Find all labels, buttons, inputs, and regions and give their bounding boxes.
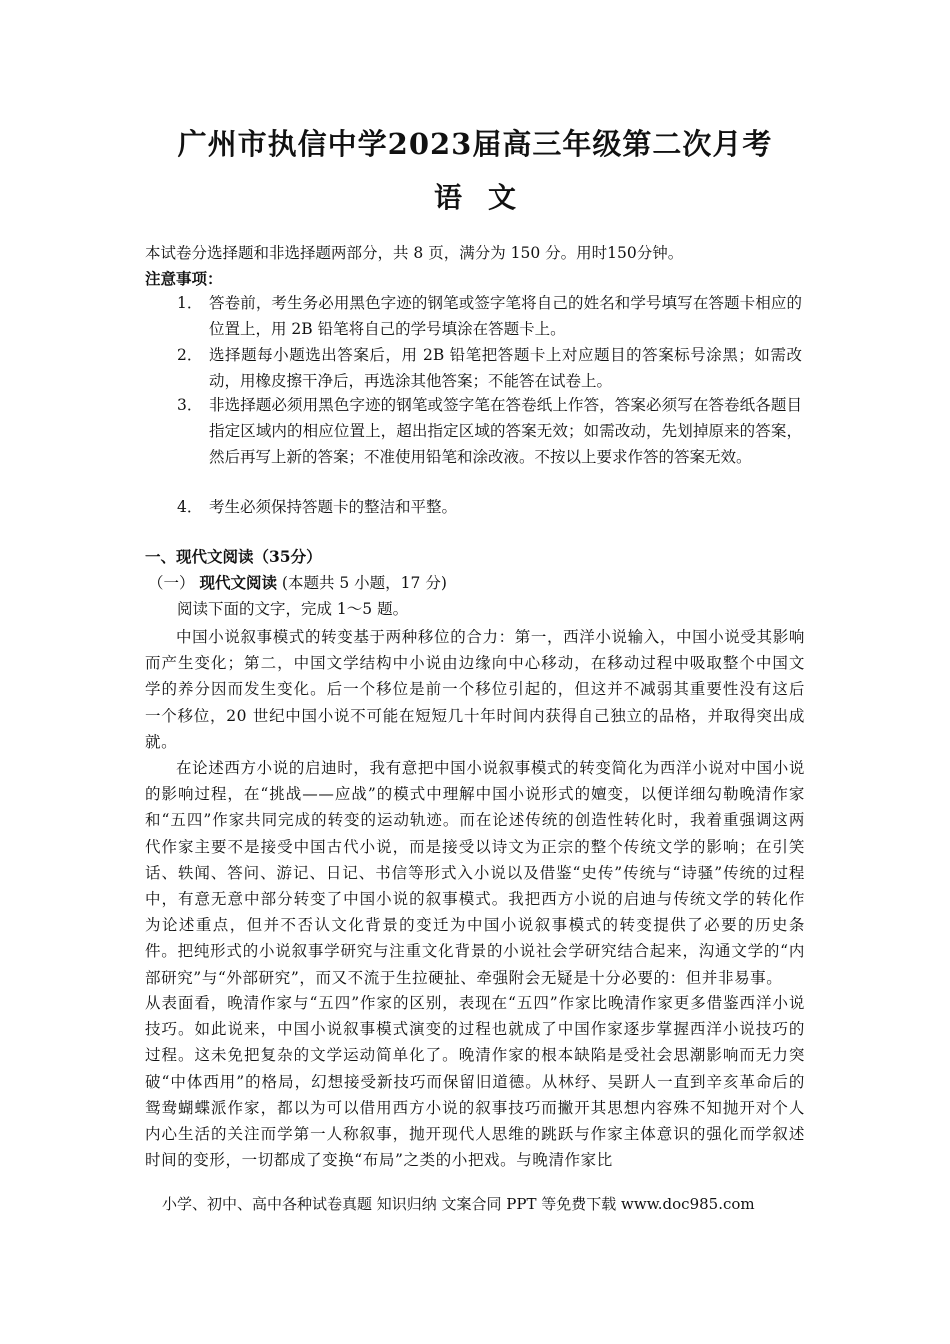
notice-item (177, 290, 802, 342)
notice-item-number: 4． (177, 498, 203, 516)
page-footer: 小学、初中、高中各种试卷真题 知识归纳 文案合同 PPT 等免费下载 www.doc985.com (162, 1195, 755, 1213)
notice-item-text: 考生必须保持答题卡的整洁和平整。 (209, 498, 458, 516)
subsection-note: (本题共 5 小题，17 分) (281, 574, 447, 592)
notice-item (177, 392, 802, 470)
exam-intro: 本试卷分选择题和非选择题两部分，共 8 页，满分为 150 分。用时150分钟。 (145, 244, 684, 262)
subsection-heading (148, 574, 447, 592)
section-heading: 一、现代文阅读（35分） (145, 547, 322, 566)
subject-title: 语文 (433, 181, 542, 214)
notice-item (177, 494, 802, 520)
notice-item-number: 2． (177, 346, 203, 364)
notice-heading: 注意事项： (145, 269, 223, 288)
exam-title: 广州市执信中学2023届高三年级第二次月考 (177, 127, 773, 161)
article-paragraph-2: 在论述西方小说的启迪时，我有意把中国小说叙事模式的转变简化为西洋小说对中国小说的影响过程，在“挑战——应战”的模式中理解中国小说形式的嬗变，以便详细勾勒晚清作家和“五四”作家共同完成的转变的运动轨迹。而在论述传统的创造性转化时，我着重强调这两代作家主要不是接受中国古代小说，而是接受以诗文为正宗的整个传统文学的影响；在引笑话、轶闻、答问、游记、日记、书信等形式入小说以及借鉴“史传”传统与“诗骚”传统的过程中，有意无意中部分转变了中国小说的叙事模式。我把西方小说的启迪与传统文学的转化作为论述重点，但并不否认文化背景的变迁为中国小说叙事模式的转变提供了必要的历史条件。把纯形式的小说叙事学研究与注重文化背景的小说社会学研究结合起来，沟通文学的“内部研究”与“外部研究”，而又不流于生拉硬扯、牵强附会无疑是十分必要的：但并非易事。 (145, 759, 805, 987)
subsection-prefix: （一） (148, 574, 195, 592)
reading-instruction: 阅读下面的文字，完成 1～5 题。 (177, 600, 409, 618)
notice-item-text: 答卷前，考生务必用黑色字迹的钢笔或签字笔将自己的姓名和学号填写在答题卡相应的位置上，用 2B 铅笔将自己的学号填涂在答题卡上。 (209, 294, 802, 338)
notice-item-number: 1． (177, 294, 203, 312)
article-paragraph-1: 中国小说叙事模式的转变基于两种移位的合力：第一，西洋小说输入，中国小说受其影响而产生变化；第二，中国文学结构中小说由边缘向中心移动，在移动过程中吸取整个中国文学的养分因而发生变化。后一个移位是前一个移位引起的，但这并不减弱其重要性没有这后一个移位，20 世纪中国小说不可能在短短几十年时间内获得自己独立的品格，并取得突出成就。 (145, 628, 805, 751)
notice-item (177, 342, 802, 394)
subsection-title: 现代文阅读 (199, 573, 277, 592)
notice-item-text: 选择题每小题选出答案后，用 2B 铅笔把答题卡上对应题目的答案标号涂黑；如需改动，用橡皮擦干净后，再选涂其他答案；不能答在试卷上。 (209, 346, 802, 390)
notice-item-number: 3． (177, 396, 203, 414)
notice-item-text: 非选择题必须用黑色字迹的钢笔或签字笔在答卷纸上作答，答案必须写在答卷纸各题目指定区域内的相应位置上，超出指定区域的答案无效；如需改动，先划掉原来的答案，然后再写上新的答案；不准使用铅笔和涂改液。不按以上要求作答的答案无效。 (209, 396, 802, 466)
article-paragraph-3: 从表面看，晚清作家与“五四”作家的区别，表现在“五四”作家比晚清作家更多借鉴西洋小说技巧。如此说来，中国小说叙事模式演变的过程也就成了中国作家逐步掌握西洋小说技巧的过程。这未免把复杂的文学运动简单化了。晚清作家的根本缺陷是受社会思潮影响而无力突破“中体西用”的格局，幻想接受新技巧而保留旧道德。从林纾、吴趼人一直到辛亥革命后的鸳鸯蝴蝶派作家，都以为可以借用西方小说的叙事技巧而撇开其思想内容殊不知抛开对个人内心生活的关注而学第一人称叙事，抛开现代人思维的跳跃与作家主体意识的强化而学叙述时间的变形，一切都成了变换“布局”之类的小把戏。与晚清作家比 (145, 994, 805, 1170)
